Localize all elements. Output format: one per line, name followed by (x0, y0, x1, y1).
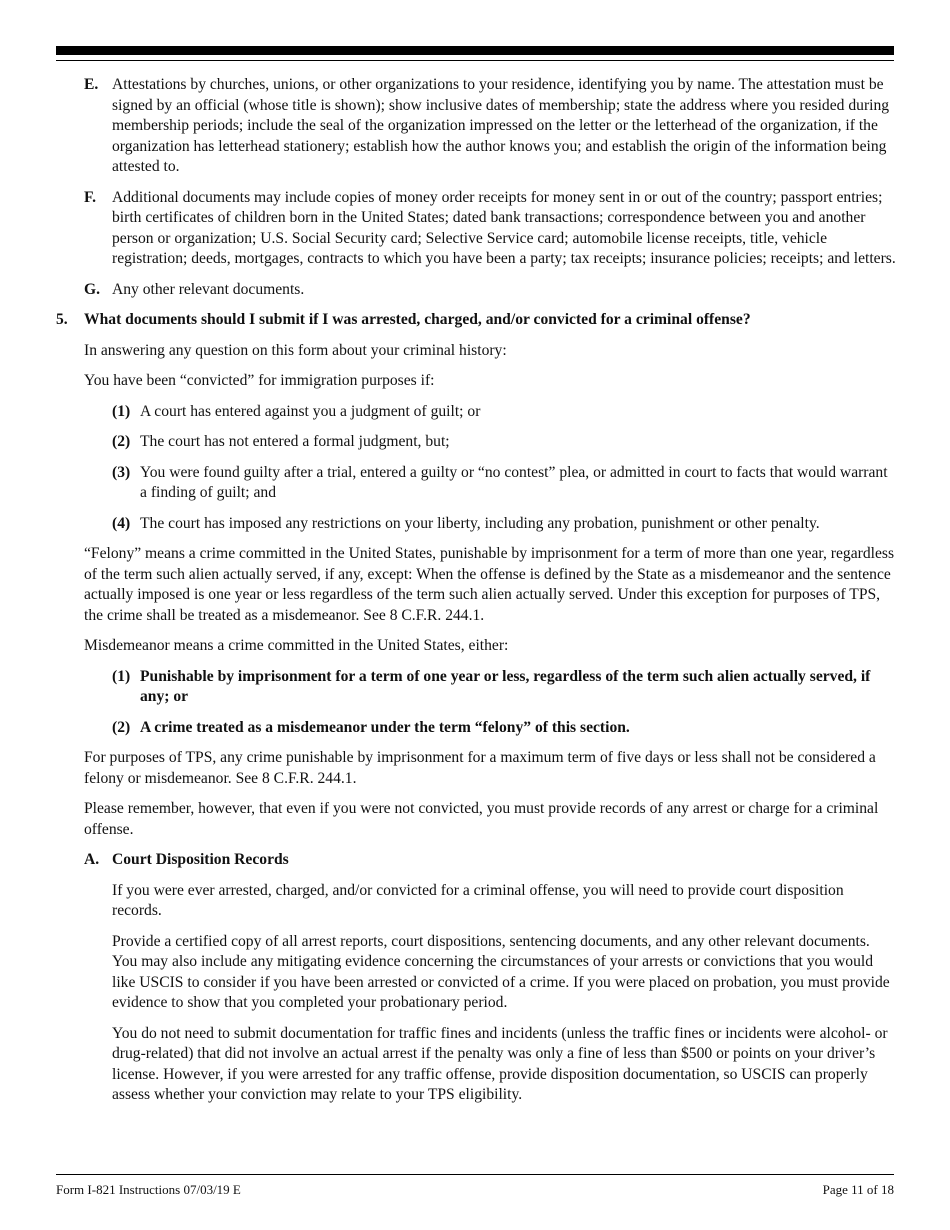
convicted-item-4 (56, 514, 896, 535)
item-text: You were found guilty after a trial, entered a guilty or “no contest” plea, or admitted in court to facts that would warrant a finding of guilt; and (140, 463, 888, 501)
convicted-item-1 (56, 402, 896, 423)
misdemeanor-item-1 (56, 667, 896, 708)
section-a-paragraph-2: Provide a certified copy of all arrest reports, court dispositions, sentencing documents, and any other relevant documents. You may also include any mitigating evidence concerning the circumstances of your arrests or convictions that you would like USCIS to consider if you have been arrested or convicted of a crime. If you were placed on probation, you must provide evidence to show that you completed your probationary period. (112, 932, 890, 1011)
footer-rule (56, 1174, 894, 1175)
item-number: (2) (112, 718, 131, 736)
item-number: (2) (112, 433, 131, 450)
list-label: F. (84, 188, 96, 206)
section-label: A. (84, 851, 100, 868)
list-label: E. (84, 76, 99, 93)
felony-definition: “Felony” means a crime committed in the United States, punishable by imprisonment for a term of more than one year, regardless of the term such alien actually served, if any, except: When the offense is defined by the State as a misdemeanor and the sentence actually imposed is one year or less regardless of the term such alien actually served. Under this exception for purposes of TPS, the crime shall be treated as a misdemeanor. See 8 C.F.R. 244.1. (84, 545, 895, 624)
question-text: What documents should I submit if I was arrested, charged, and/or convicted for a criminal offense? (84, 311, 751, 328)
question-5-heading (56, 310, 896, 331)
item-text: The court has imposed any restrictions on your liberty, including any probation, punishment or other penalty. (140, 514, 820, 532)
item-text: The court has not entered a formal judgment, but; (140, 433, 450, 450)
page-content (56, 75, 896, 1116)
item-number: (3) (112, 463, 131, 481)
footer-page-number: Page 11 of 18 (822, 1182, 894, 1197)
section-a-paragraph-3: You do not need to submit documentation for traffic fines and incidents (unless the traffic fines or incidents were alcohol- or drug-related) that did not involve an actual arrest if the penalty was only a fine of less than $500 or points on your driver’s license. However, if you were arrested for any traffic offense, provide disposition documentation, so USCIS can properly assess whether your conviction may relate to your TPS eligibility. (112, 1024, 888, 1103)
header-rule-thick (56, 46, 894, 55)
list-item-g (56, 280, 896, 301)
item-number: (1) (112, 402, 131, 420)
question-number: 5. (56, 311, 68, 328)
list-text: Attestations by churches, unions, or other organizations to your residence, identifying you by name. The attestation must be signed by an official (whose title is shown); show inclusive dates of membership; state the address where you resided during membership periods; include the seal of the organization impressed on the letter or the letterhead of the organization, if the organization has letterhead stationery; establish how the author knows you; and establish the origin of the information being attested to. (112, 76, 890, 175)
footer-form-id: Form I-821 Instructions 07/03/19 E (56, 1182, 241, 1197)
convicted-intro: You have been “convicted” for immigration purposes if: (84, 372, 435, 389)
section-a-paragraph-1: If you were ever arrested, charged, and/or convicted for a criminal offense, you will need to provide court disposition records. (112, 881, 844, 919)
tps-note: For purposes of TPS, any crime punishable by imprisonment for a maximum term of five days or less shall not be considered a felony or misdemeanor. See 8 C.F.R. 244.1. (84, 749, 876, 787)
list-text: Any other relevant documents. (112, 280, 305, 298)
misdemeanor-intro: Misdemeanor means a crime committed in the United States, either: (84, 637, 509, 654)
section-a-heading (56, 850, 896, 871)
intro-paragraph: In answering any question on this form about your criminal history: (84, 341, 507, 359)
item-text: Punishable by imprisonment for a term of one year or less, regardless of the term such alien actually served, if any; or (140, 667, 871, 705)
convicted-item-2 (56, 432, 896, 453)
item-number: (4) (112, 514, 131, 532)
convicted-item-3 (56, 463, 896, 504)
item-number: (1) (112, 667, 131, 685)
remember-paragraph: Please remember, however, that even if you were not convicted, you must provide records of any arrest or charge for a criminal offense. (84, 800, 879, 838)
list-text: Additional documents may include copies of money order receipts for money sent in or out of the country; passport entries; birth certificates of children born in the United States; dated bank transactions; correspondence between you and another person or organization; U.S. Social Security card; Selective Service card; automobile license receipts, title, vehicle registration; deeds, mortgages, contracts to which you have been a party; tax receipts; insurance policies; receipts; and letters. (112, 188, 896, 267)
item-text: A crime treated as a misdemeanor under the term “felony” of this section. (140, 718, 630, 736)
list-label: G. (84, 280, 101, 298)
header-rule-thin (56, 60, 894, 61)
list-item-e (56, 75, 896, 178)
misdemeanor-item-2 (56, 718, 896, 739)
item-text: A court has entered against you a judgment of guilt; or (140, 402, 481, 420)
list-item-f (56, 188, 896, 270)
section-title: Court Disposition Records (112, 851, 289, 868)
